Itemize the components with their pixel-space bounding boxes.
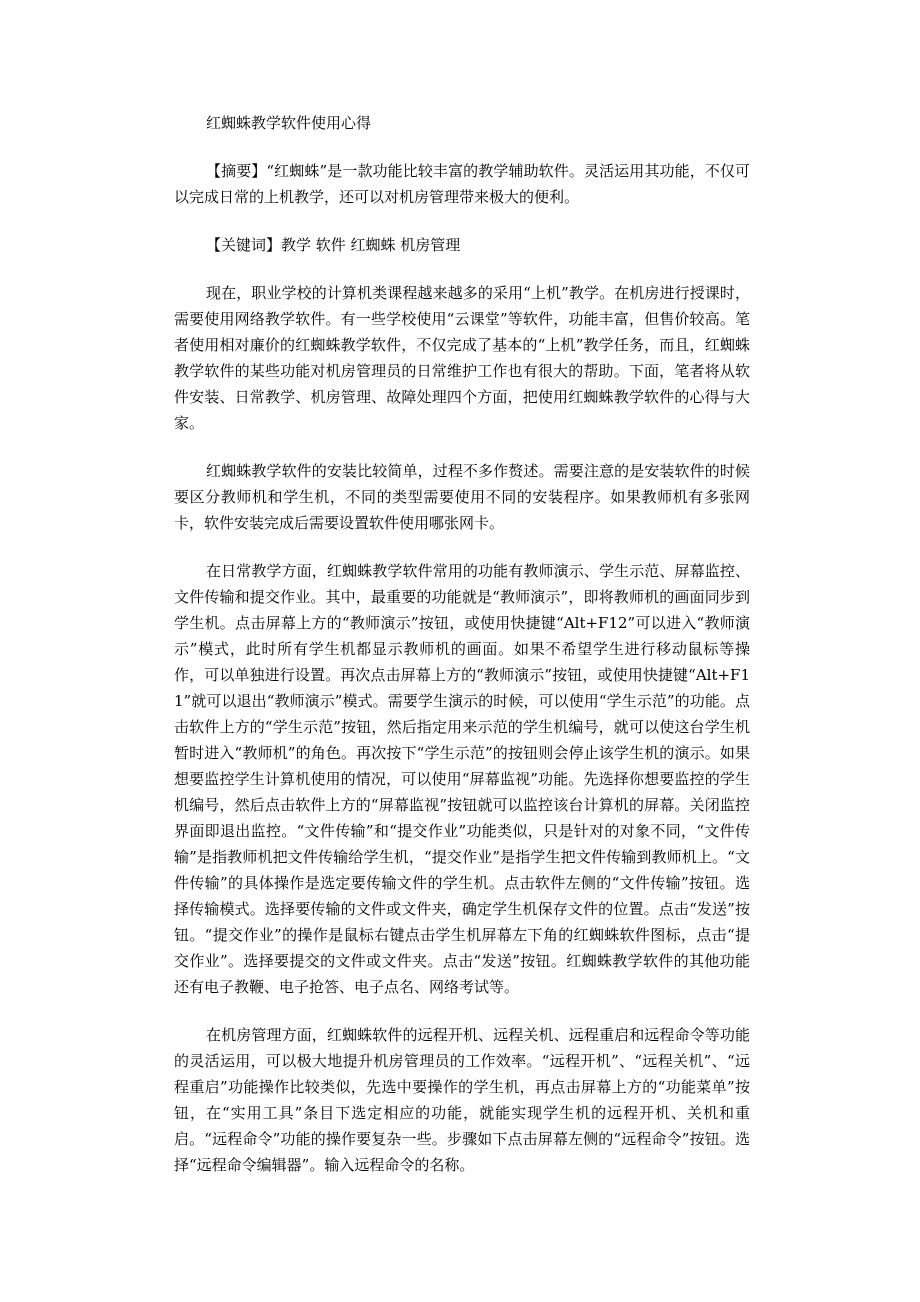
document-body	[174, 110, 750, 1178]
keywords-paragraph: 【关键词】教学 软件 红蜘蛛 机房管理	[206, 236, 461, 254]
body-paragraph-daily-teaching: 在日常教学方面，红蜘蛛教学软件常用的功能有教师演示、学生示范、屏幕监控、文件传输和提交作业。其中，最重要的功能就是“教师演示”，即将教师机的画面同步到学生机。点击屏幕上方的“教师演示”按钮，或使用快捷键“Alt+F12”可以进入“教师演示”模式，此时所有学生机都显示教师机的画面。如果不希望学生进行移动鼠标等操作，可以单独进行设置。再次点击屏幕上方的“教师演示”按钮，或使用快捷键“Alt+F11”就可以退出“教师演示”模式。需要学生演示的时候，可以使用“学生示范”的功能。点击软件上方的“学生示范”按钮，然后指定用来示范的学生机编号，就可以使这台学生机暂时进入“教师机”的角色。再次按下“学生示范”的按钮则会停止该学生机的演示。如果想要监控学生计算机使用的情况，可以使用“屏幕监视”功能。先选择你想要监控的学生机编号，然后点击软件上方的“屏幕监视”按钮就可以监控该台计算机的屏幕。关闭监控界面即退出监控。“文件传输”和“提交作业”功能类似，只是针对的对象不同，“文件传输”是指教师机把文件传输给学生机，“提交作业”是指学生把文件传输到教师机上。“文件传输”的具体操作是选定要传输文件的学生机。点击软件左侧的“文件传输”按钮。选择传输模式。选择要传输的文件或文件夹，确定学生机保存文件的位置。点击“发送”按钮。“提交作业”的操作是鼠标右键点击学生机屏幕左下角的红蜘蛛软件图标，点击“提交作业”。选择要提交的文件或文件夹。点击“发送”按钮。红蜘蛛教学软件的其他功能还有电子教鞭、电子抢答、电子点名、网络考试等。	[174, 562, 750, 996]
body-paragraph-installation: 红蜘蛛教学软件的安装比较简单，过程不多作赘述。需要注意的是安装软件的时候要区分教师机和学生机，不同的类型需要使用不同的安装程序。如果教师机有多张网卡，软件安装完成后需要设置软件使用哪张网卡。	[174, 462, 750, 532]
abstract-paragraph: 【摘要】“红蜘蛛”是一款功能比较丰富的教学辅助软件。灵活运用其功能，不仅可以完成日常的上机教学，还可以对机房管理带来极大的便利。	[174, 162, 750, 206]
body-paragraph-intro: 现在，职业学校的计算机类课程越来越多的采用“上机”教学。在机房进行授课时，需要使用网络教学软件。有一些学校使用“云课堂”等软件，功能丰富，但售价较高。笔者使用相对廉价的红蜘蛛教学软件，不仅完成了基本的“上机”教学任务，而且，红蜘蛛教学软件的某些功能对机房管理员的日常维护工作也有很大的帮助。下面，笔者将从软件安装、日常教学、机房管理、故障处理四个方面，把使用红蜘蛛教学软件的心得与大家。	[174, 284, 750, 432]
body-paragraph-lab-management: 在机房管理方面，红蜘蛛软件的远程开机、远程关机、远程重启和远程命令等功能的灵活运用，可以极大地提升机房管理员的工作效率。“远程开机”、“远程关机”、“远程重启”功能操作比较类似，先选中要操作的学生机，再点击屏幕上方的“功能菜单”按钮，在“实用工具”条目下选定相应的功能，就能实现学生机的远程开机、关机和重启。“远程命令”功能的操作要复杂一些。步骤如下点击屏幕左侧的“远程命令”按钮。选择“远程命令编辑器”。输入远程命令的名称。	[174, 1026, 750, 1174]
document-title: 红蜘蛛教学软件使用心得	[206, 114, 372, 132]
